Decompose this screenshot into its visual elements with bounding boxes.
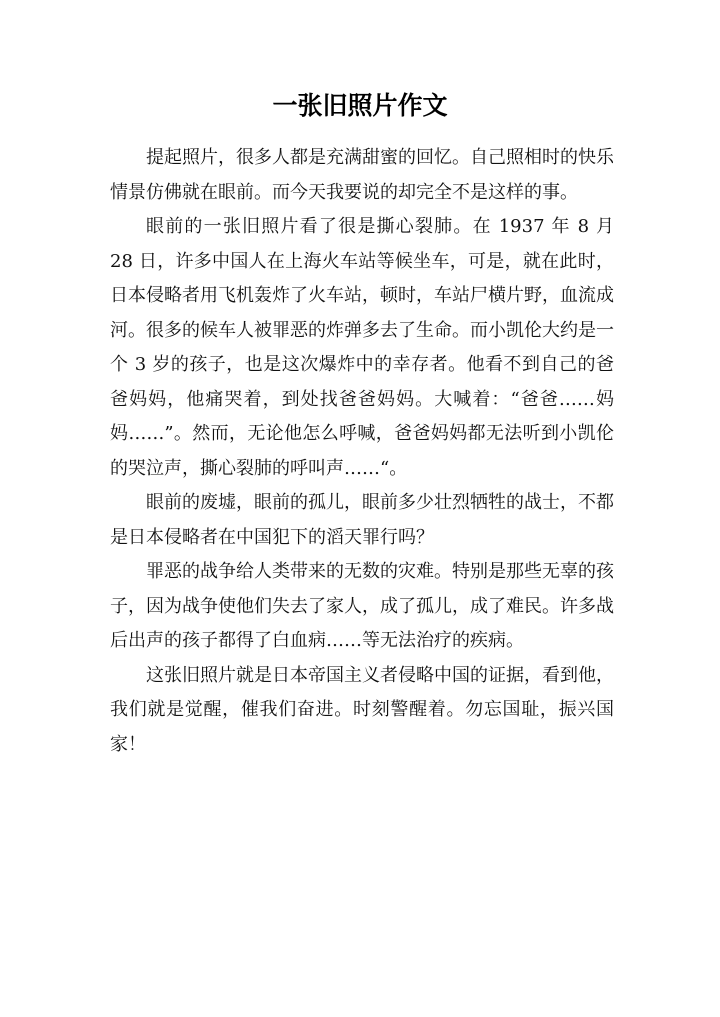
paragraph-5: 这张旧照片就是日本帝国主义者侵略中国的证据，看到他，我们就是觉醒，催我们奋进。时刻警醒着。勿忘国耻，振兴国家！: [110, 664, 614, 755]
paragraph-1: 提起照片，很多人都是充满甜蜜的回忆。自己照相时的快乐情景仿佛就在眼前。而今天我要说的却完全不是这样的事。: [110, 147, 614, 203]
paragraph-3: 眼前的废墟，眼前的孤儿，眼前多少壮烈牺牲的战士，不都是日本侵略者在中国犯下的滔天罪行吗？: [110, 492, 614, 548]
document-body: [110, 141, 614, 762]
paragraph-4: 罪恶的战争给人类带来的无数的灾难。特别是那些无辜的孩子，因为战争使他们失去了家人，成了孤儿，成了难民。许多战后出声的孩子都得了白血病……等无法治疗的疾病。: [110, 561, 614, 651]
document-title: 一张旧照片作文: [272, 91, 448, 120]
paragraph-2: 眼前的一张旧照片看了很是撕心裂肺。在 1937 年 8 月 28 日，许多中国人在上海火车站等候坐车，可是，就在此时，日本侵略者用飞机轰炸了火车站，顿时，车站尸横片野，血流成河。很多的候车人被罪恶的炸弹多去了生命。而小凯伦大约是一个 3 岁的孩子，也是这次爆炸中的幸存者。他看不到自己的爸爸妈妈，他痛哭着，到处找爸爸妈妈。大喊着：“爸爸……妈妈……”。然而，无论他怎么呼喊，爸爸妈妈都无法听到小凯伦的哭泣声，撕心裂肺的呼叫声……“。: [110, 216, 614, 479]
